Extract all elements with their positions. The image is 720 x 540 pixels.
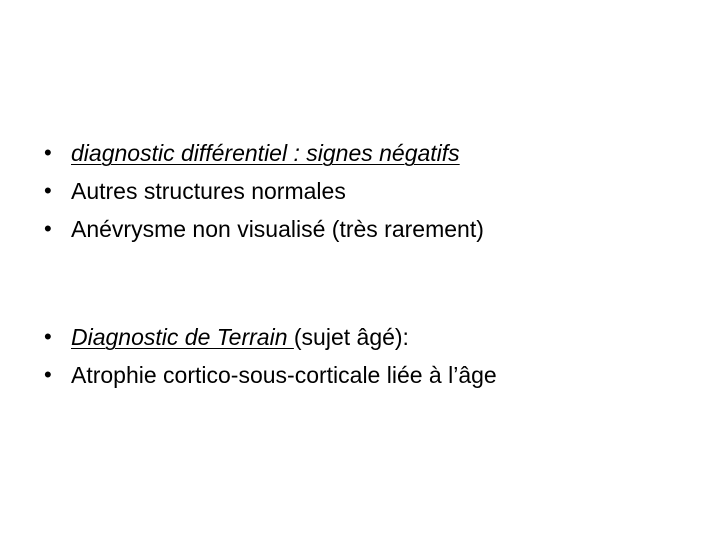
bullet-icon: • [44, 362, 52, 387]
bullet-text [71, 356, 497, 394]
bullet-plain: (sujet âgé): [293, 324, 409, 350]
bullet-icon: • [44, 178, 52, 203]
bullet-emphasis: Diagnostic de Terrain [71, 324, 294, 350]
bullet-plain: Anévrysme non visualisé (très rarement) [71, 216, 484, 242]
bullet-text [71, 318, 409, 356]
bullet-text [71, 134, 460, 172]
bullet-icon: • [44, 216, 52, 241]
bullet-plain: Atrophie cortico-sous-corticale liée à l’âge [71, 362, 497, 388]
bullet-text [71, 210, 484, 248]
bullet-emphasis: diagnostic différentiel : signes négatifs [71, 140, 460, 166]
bullet-text [71, 172, 346, 210]
bullet-plain: Autres structures normales [71, 178, 346, 204]
bullet-icon: • [44, 140, 52, 165]
bullet-icon: • [44, 324, 52, 349]
